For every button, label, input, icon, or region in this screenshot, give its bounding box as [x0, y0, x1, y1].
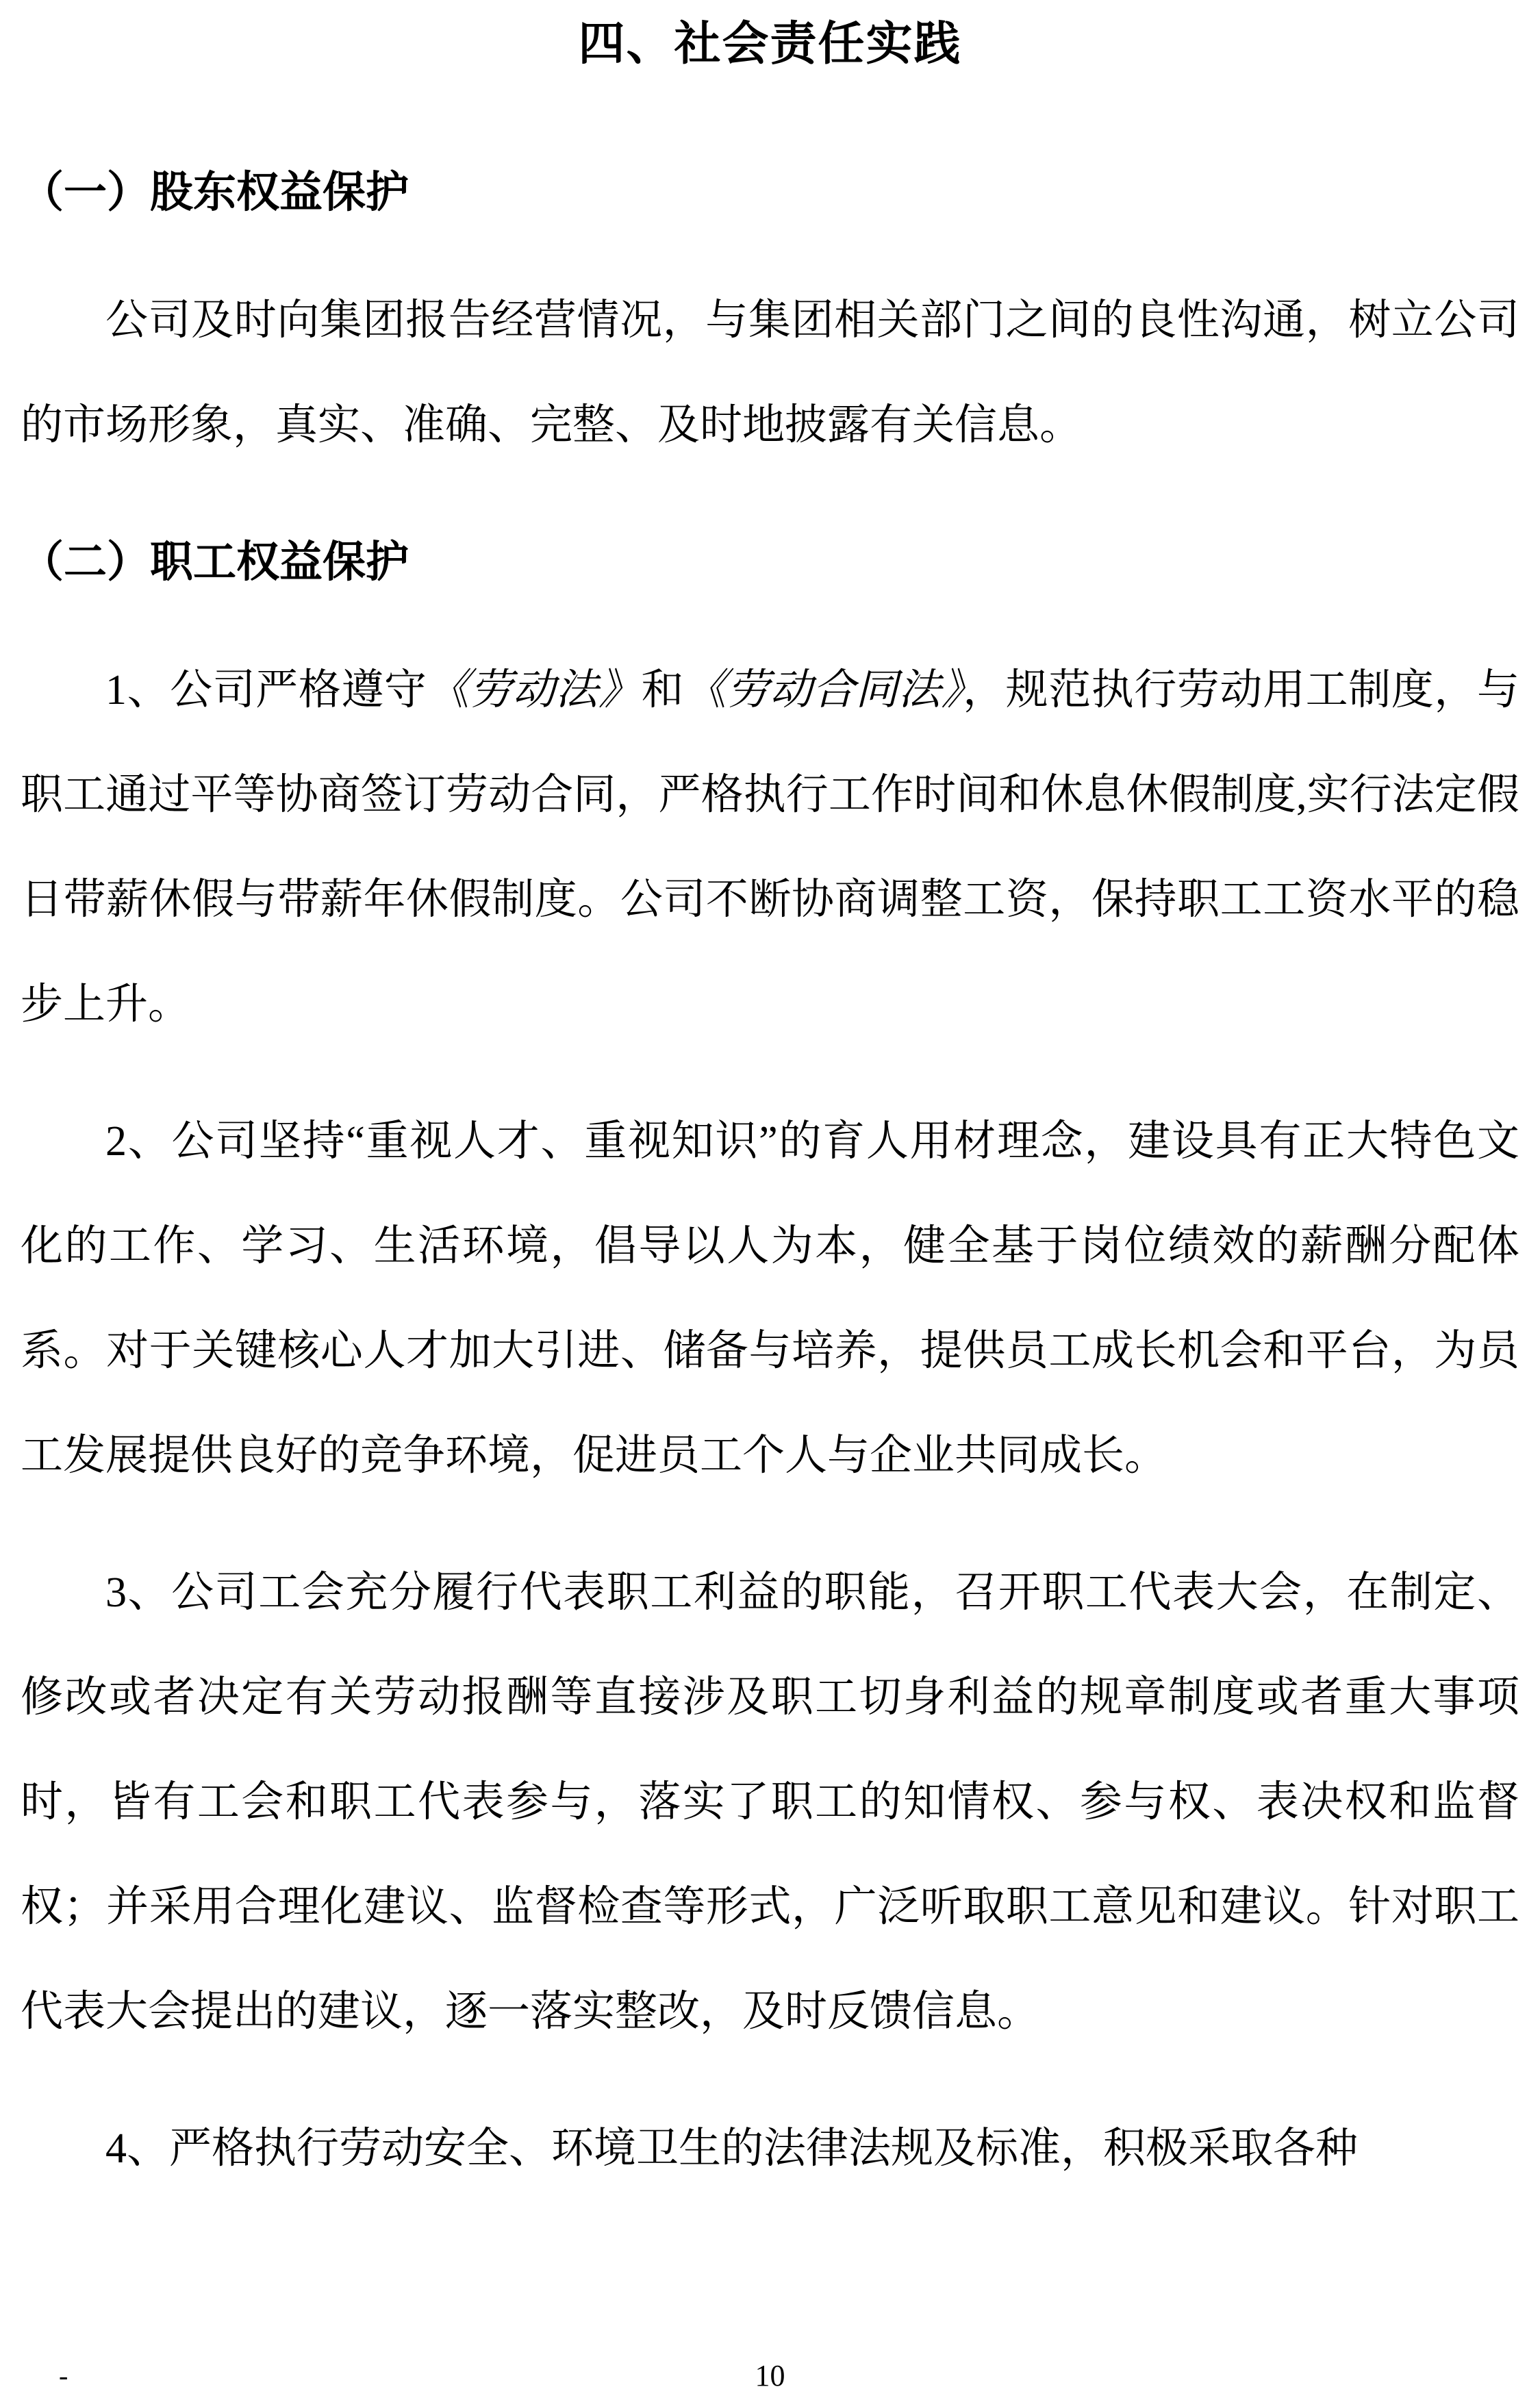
section-heading-employee-rights: （二）职工权益保护 — [21, 538, 409, 586]
body-paragraph: 公司及时向集团报告经营情况，与集团相关部门之间的良性沟通，树立公司的市场形象，真实、准确、完整、及时地披露有关信息。 — [21, 297, 1519, 448]
law-name-italic: 《劳动法》 — [427, 667, 642, 713]
paragraph-text: ，规范执行劳动用工制度，与职工通过平等协商签订劳动合同，严格执行工作时间和休息休假制度,实行法定假日带薪休假与带薪年休假制度。公司不断协商调整工资，保持职工工资水平的稳步上升。 — [21, 667, 1519, 1028]
law-name-italic: 《劳动合同法》 — [684, 667, 963, 713]
body-paragraph: 2、公司坚持“重视人才、重视知识”的育人用材理念，建设具有正大特色文化的工作、学习、生活环境，倡导以人为本，健全基于岗位绩效的薪酬分配体系。对于关键核心人才加大引进、储备与培养，提供员工成长机会和平台，为员工发展提供良好的竞争环境，促进员工个人与企业共同成长。 — [21, 1118, 1519, 1479]
page-footer — [0, 2359, 1540, 2393]
body-paragraph: 3、公司工会充分履行代表职工利益的职能，召开职工代表大会，在制定、修改或者决定有关劳动报酬等直接涉及职工切身利益的规章制度或者重大事项时，皆有工会和职工代表参与，落实了职工的知情权、参与权、表决权和监督权；并采用合理化建议、监督检查等形式，广泛听取职工意见和建议。针对职工代表大会提出的建议，逐一落实整改，及时反馈信息。 — [21, 1569, 1519, 2035]
body-paragraph: 4、严格执行劳动安全、环境卫生的法律法规及标准，积极采取各种 — [105, 2125, 1359, 2172]
footer-dash: - — [59, 2360, 68, 2391]
body-paragraph — [21, 638, 1519, 1057]
page-number: 10 — [755, 2359, 785, 2392]
page-title: 四、社会责任实践 — [578, 18, 962, 70]
section-heading-shareholder-rights: （一）股东权益保护 — [21, 168, 409, 216]
paragraph-text: 和 — [641, 667, 685, 713]
paragraph-text: 1、公司严格遵守 — [105, 667, 427, 713]
